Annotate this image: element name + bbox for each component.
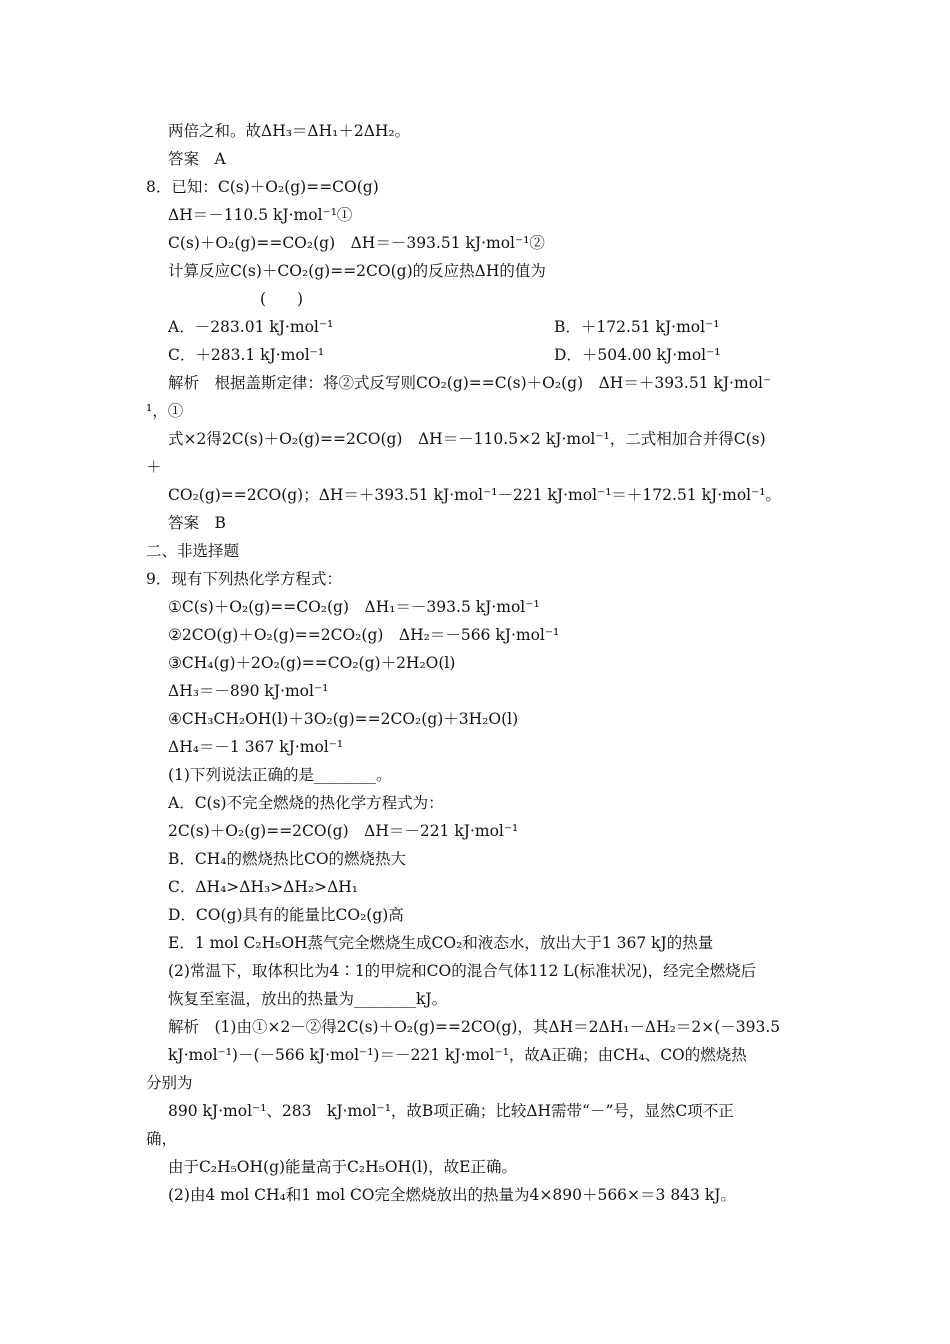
option-a: A．－283.01 kJ·mol⁻¹ bbox=[168, 318, 334, 336]
equation-1-enthalpy: ΔH＝－110.5 kJ·mol⁻¹① bbox=[168, 206, 353, 224]
option-d: D．＋504.00 kJ·mol⁻¹ bbox=[554, 346, 721, 364]
option-d: D．CO(g)具有的能量比CO₂(g)高 bbox=[168, 906, 404, 924]
option-c: C．＋283.1 kJ·mol⁻¹ bbox=[168, 346, 325, 364]
analysis-line: 解析 根据盖斯定律：将②式反写则CO₂(g)==C(s)＋O₂(g) ΔH＝＋393.51 kJ·mol⁻ bbox=[168, 374, 772, 392]
analysis-line: 确， bbox=[146, 1130, 178, 1148]
sub-question-2: 恢复至室温，放出的热量为________kJ。 bbox=[168, 990, 448, 1008]
section-heading: 二、非选择题 bbox=[146, 542, 240, 560]
question-8-prompt: 计算反应C(s)＋CO₂(g)==2CO(g)的反应热ΔH的值为 bbox=[168, 262, 546, 280]
equation-line: ②2CO(g)＋O₂(g)==2CO₂(g) ΔH₂＝－566 kJ·mol⁻¹ bbox=[168, 626, 560, 644]
answer-bracket: ( ) bbox=[260, 290, 304, 308]
option-e: E．1 mol C₂H₅OH蒸气完全燃烧生成CO₂和液态水，放出大于1 367 kJ的热量 bbox=[168, 934, 714, 952]
answer-line: 答案 B bbox=[168, 514, 226, 532]
question-8-title: 8．已知：C(s)＋O₂(g)==CO(g) bbox=[146, 178, 379, 196]
analysis-line: (2)由4 mol CH₄和1 mol CO完全燃烧放出的热量为4×890＋566×＝3 843 kJ。 bbox=[168, 1186, 736, 1204]
equation-2: C(s)＋O₂(g)==CO₂(g) ΔH＝－393.51 kJ·mol⁻¹② bbox=[168, 234, 545, 252]
analysis-line: 由于C₂H₅OH(g)能量高于C₂H₅OH(l)，故E正确。 bbox=[168, 1158, 517, 1176]
sub-question-1: (1)下列说法正确的是________。 bbox=[168, 766, 392, 784]
equation-line: ΔH₄＝－1 367 kJ·mol⁻¹ bbox=[168, 738, 344, 756]
analysis-line: CO₂(g)==2CO(g)；ΔH＝＋393.51 kJ·mol⁻¹－221 kJ·mol⁻¹＝＋172.51 kJ·mol⁻¹。 bbox=[168, 486, 782, 504]
option-c: C．ΔH₄>ΔH₃>ΔH₂>ΔH₁ bbox=[168, 878, 359, 896]
option-a-equation: 2C(s)＋O₂(g)==2CO(g) ΔH＝－221 kJ·mol⁻¹ bbox=[168, 822, 519, 840]
analysis-line: kJ·mol⁻¹)－(－566 kJ·mol⁻¹)＝－221 kJ·mol⁻¹，故A正确；由CH₄、CO的燃烧热 bbox=[168, 1046, 747, 1064]
analysis-line: ¹，① bbox=[146, 402, 184, 420]
option-b: B．CH₄的燃烧热比CO的燃烧热大 bbox=[168, 850, 407, 868]
analysis-line: 分别为 bbox=[146, 1074, 193, 1092]
analysis-line: 式×2得2C(s)＋O₂(g)==2CO(g) ΔH＝－110.5×2 kJ·mol⁻¹，二式相加合并得C(s) bbox=[168, 430, 766, 448]
question-9-title: 9．现有下列热化学方程式： bbox=[146, 570, 342, 588]
equation-line: ①C(s)＋O₂(g)==CO₂(g) ΔH₁＝－393.5 kJ·mol⁻¹ bbox=[168, 598, 540, 616]
equation-line: ΔH₃＝－890 kJ·mol⁻¹ bbox=[168, 682, 329, 700]
sub-question-2: (2)常温下，取体积比为4∶1的甲烷和CO的混合气体112 L(标准状况)，经完全燃烧后 bbox=[168, 962, 757, 980]
text-line: 两倍之和。故ΔH₃＝ΔH₁＋2ΔH₂。 bbox=[168, 122, 411, 140]
analysis-line: 解析 (1)由①×2－②得2C(s)＋O₂(g)==2CO(g)，其ΔH＝2ΔH₁－ΔH₂＝2×(－393.5 bbox=[168, 1018, 781, 1036]
equation-line: ④CH₃CH₂OH(l)＋3O₂(g)==2CO₂(g)＋3H₂O(l) bbox=[168, 710, 519, 728]
analysis-line: ＋ bbox=[146, 458, 162, 476]
option-b: B．＋172.51 kJ·mol⁻¹ bbox=[554, 318, 720, 336]
analysis-line: 890 kJ·mol⁻¹、283 kJ·mol⁻¹，故B项正确；比较ΔH需带“－”号，显然C项不正 bbox=[168, 1102, 734, 1120]
option-a: A．C(s)不完全燃烧的热化学方程式为： bbox=[168, 794, 444, 812]
equation-line: ③CH₄(g)＋2O₂(g)==CO₂(g)＋2H₂O(l) bbox=[168, 654, 456, 672]
answer-line: 答案 A bbox=[168, 150, 226, 168]
